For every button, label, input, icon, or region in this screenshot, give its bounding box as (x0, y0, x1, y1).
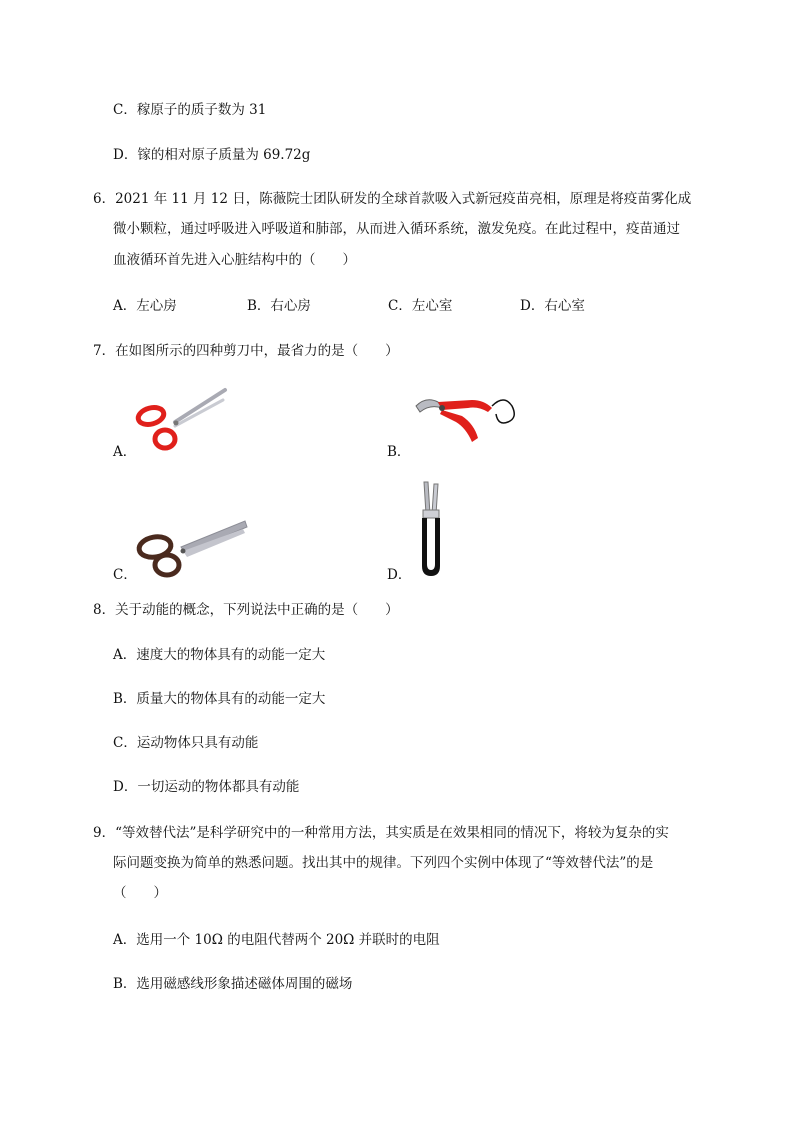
q5-option-d: D．镓的相对原子质量为 69.72g (113, 147, 311, 163)
q7-stem: 7．在如图所示的四种剪刀中，最省力的是（ ） (93, 343, 399, 359)
q7-label-d: D． (387, 567, 412, 583)
q9-stem-line3: （ ） (113, 885, 167, 901)
q9-option-a: A．选用一个 10Ω 的电阻代替两个 20Ω 并联时的电阻 (113, 932, 440, 948)
q9-stem-line2: 际问题变换为简单的熟悉问题。找出其中的规律。下列四个实例中体现了“等效替代法”的是 (113, 855, 654, 871)
q8-option-b: B．质量大的物体具有的动能一定大 (113, 691, 326, 707)
q6-stem-line2: 微小颗粒，通过呼吸进入呼吸道和肺部，从而进入循环系统，激发免疫。在此过程中，疫苗通过 (113, 221, 680, 237)
thread-snips-icon (414, 480, 448, 580)
q9-stem-line1: 9．“等效替代法”是科学研究中的一种常用方法，其实质是在效果相同的情况下，将较为复杂的实 (93, 825, 669, 841)
q6-option-d: D．右心室 (520, 298, 585, 314)
q7-label-b: B． (387, 444, 411, 460)
q8-option-c: C．运动物体只具有动能 (113, 735, 259, 751)
q8-option-d: D．一切运动的物体都具有动能 (113, 779, 300, 795)
q8-stem: 8．关于动能的概念，下列说法中正确的是（ ） (93, 602, 399, 618)
q6-stem-line3: 血液循环首先进入心脏结构中的（ ） (113, 252, 356, 268)
q6-stem-line1: 6．2021 年 11 月 12 日，陈薇院士团队研发的全球首款吸入式新冠疫苗亮相，原理是将疫苗雾化成 (93, 191, 692, 207)
q5-option-c: C．稼原子的质子数为 31 (113, 102, 267, 118)
q8-option-a: A．速度大的物体具有的动能一定大 (113, 647, 326, 663)
garden-pruner-icon (412, 392, 524, 450)
red-handled-scissors-icon (135, 386, 230, 456)
q9-option-b: B．选用磁感线形象描述磁体周围的磁场 (113, 976, 353, 992)
q6-option-b: B．右心房 (247, 298, 311, 314)
q6-option-c: C．左心室 (388, 298, 453, 314)
long-blade-scissors-icon (135, 517, 250, 579)
q6-option-a: A．左心房 (113, 298, 177, 314)
q7-label-a: A． (113, 444, 137, 460)
q7-label-c: C． (113, 567, 137, 583)
